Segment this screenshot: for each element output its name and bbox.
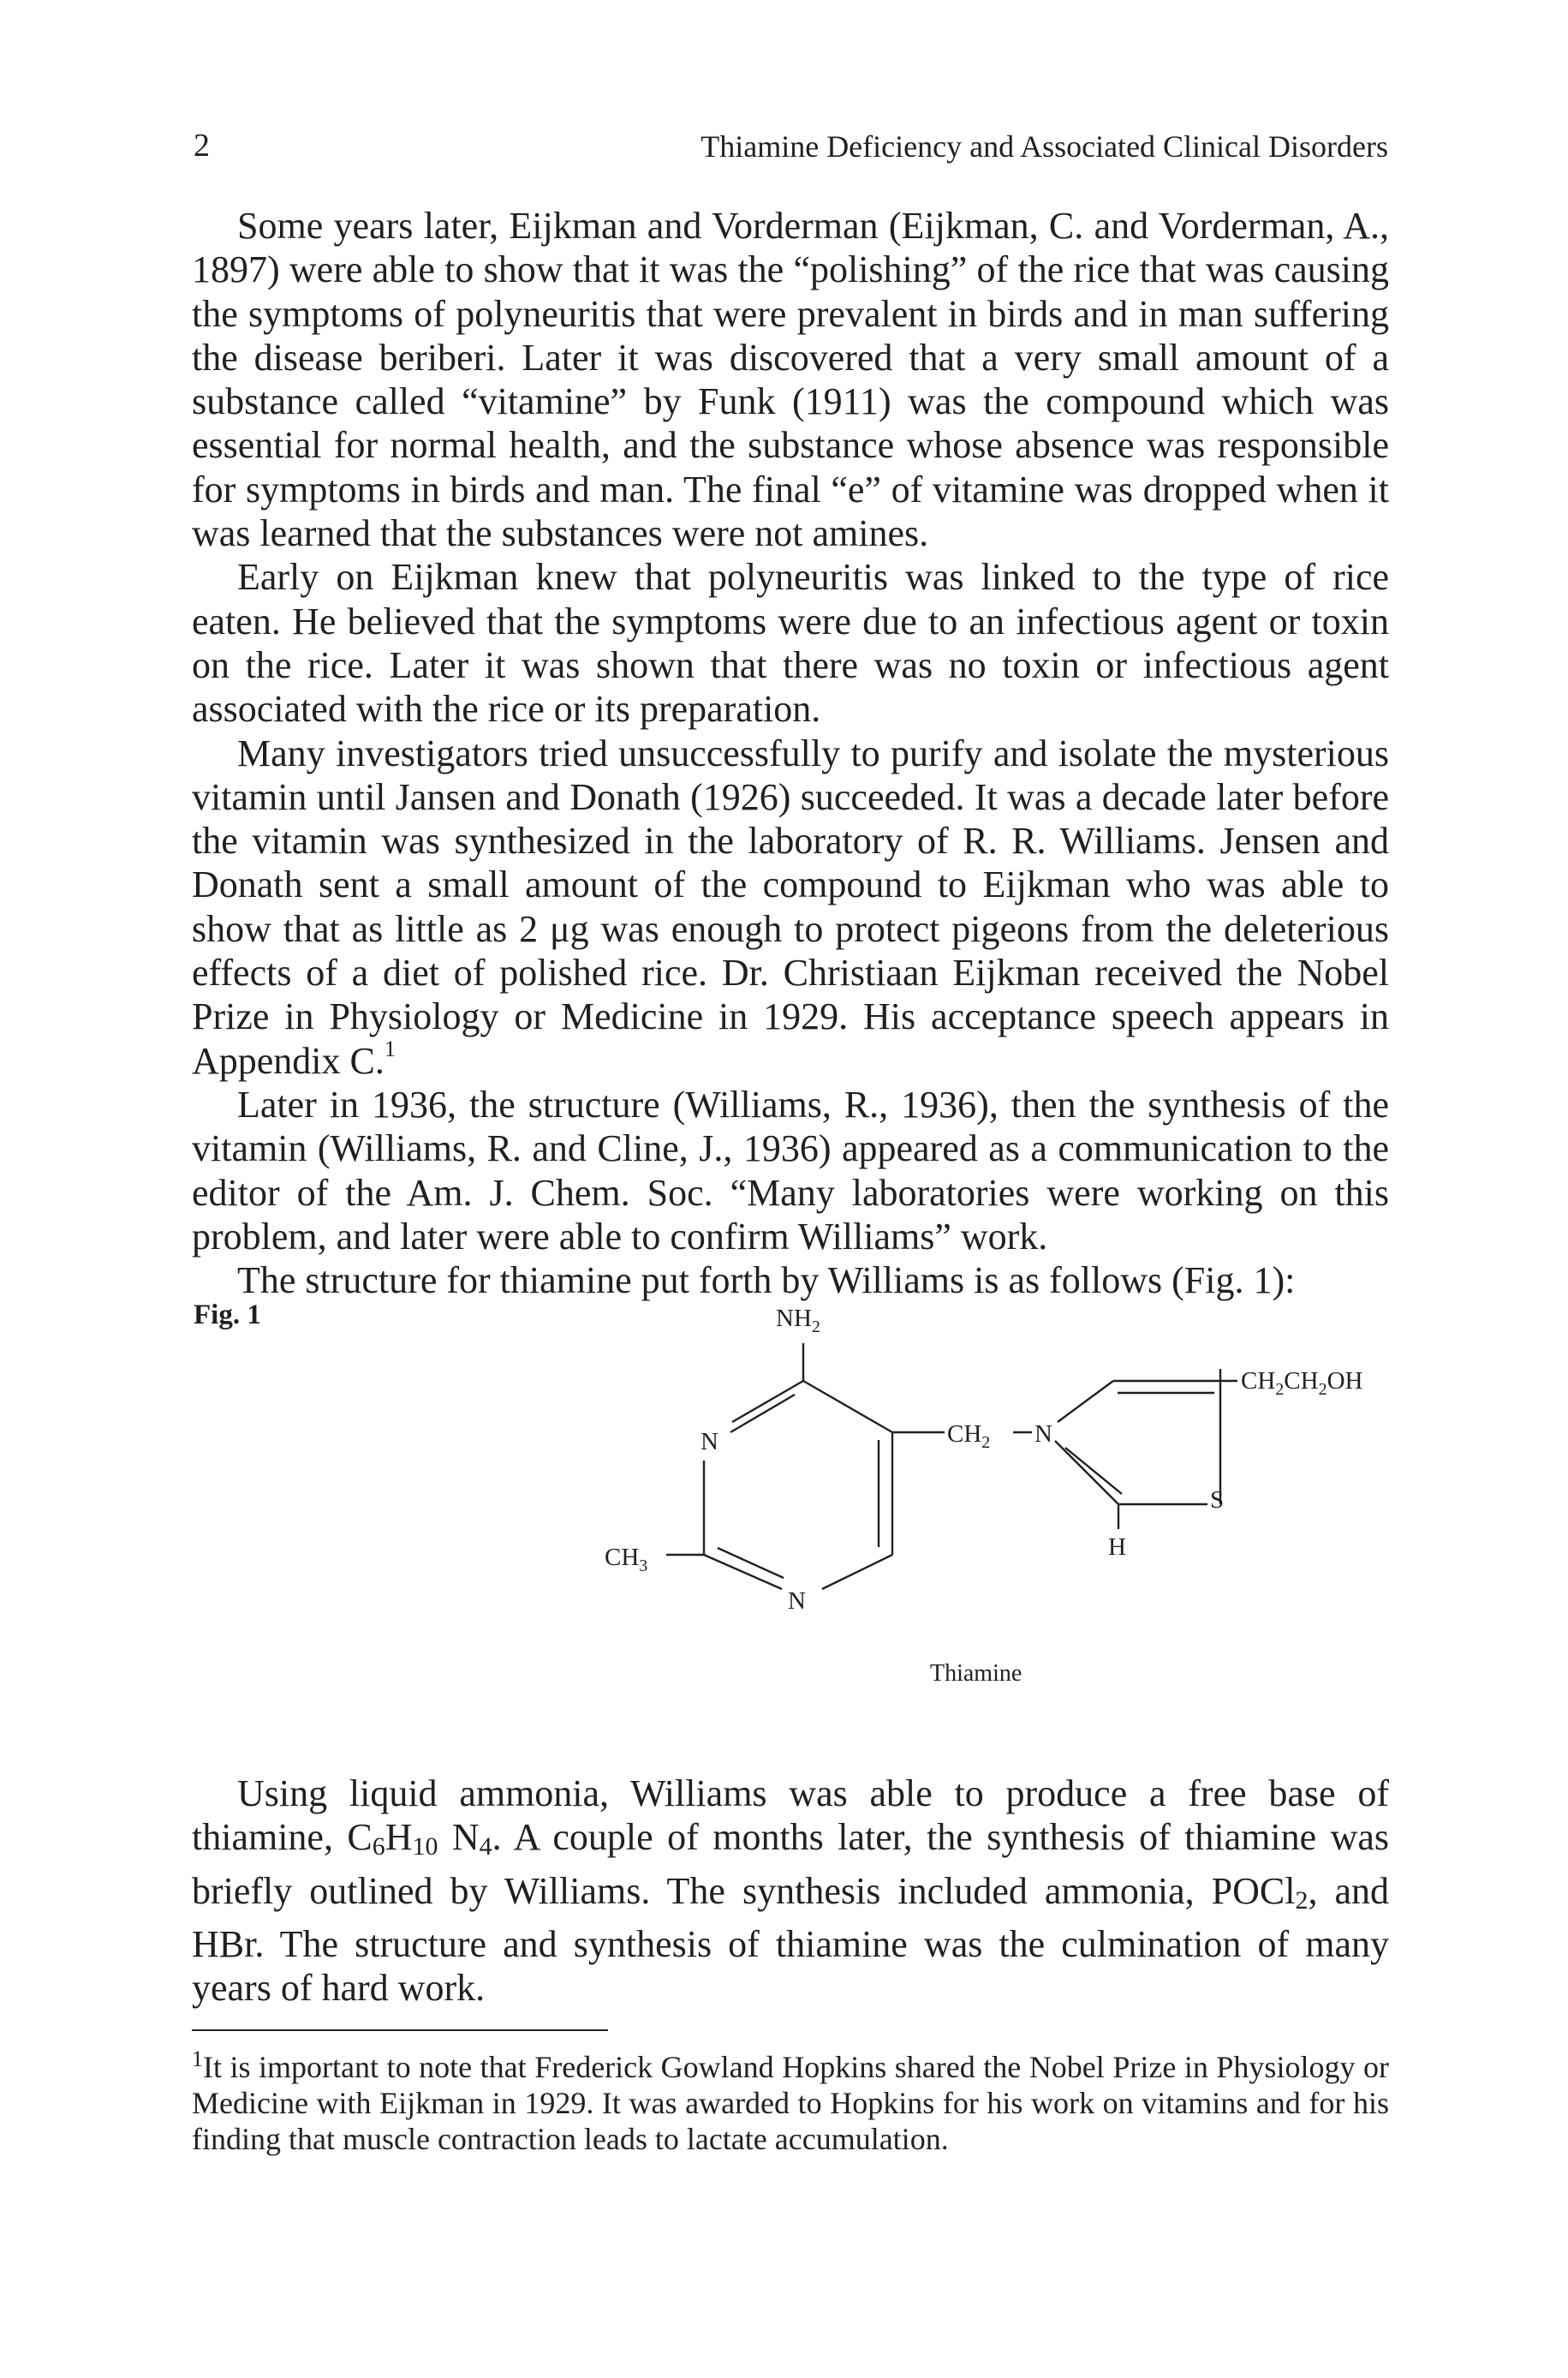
- page-number: 2: [194, 128, 210, 164]
- atom-n-top: N: [701, 1428, 718, 1455]
- paragraph: Later in 1936, the structure (Williams, R., 1936), then the synthesis of the vitamin (Williams, R. and Cline, J., 1936) appeared as a communication to the editor of the Am. J. Chem. Soc. “Many laboratories were working on this problem, and later were able to confirm Williams” work.: [192, 1083, 1389, 1258]
- text-run: , and HBr. The structure and synthesis of thiamine was the culmination of many years of hard work.: [192, 1869, 1389, 2010]
- figure-caption: Thiamine: [930, 1660, 1022, 1687]
- figure-label: Fig. 1: [194, 1300, 261, 1330]
- text-run: . A couple of months later, the synthesis of thiamine was briefly outlined by Williams. The synthesis included ammonia, POCl: [192, 1816, 1389, 1912]
- atom-labels: [605, 1305, 1363, 1687]
- atom-nh2: $NH_2$: [776, 1305, 820, 1336]
- paragraph: [192, 1772, 1389, 2010]
- text-run: H: [385, 1816, 413, 1859]
- footnote-divider: [192, 2029, 608, 2031]
- atom-ch2-link: $CH_2$: [947, 1420, 991, 1452]
- subscript: 4: [479, 1832, 492, 1861]
- subscript: 6: [372, 1832, 385, 1861]
- atom-n-bottom: N: [788, 1587, 806, 1615]
- side-chain-label: $CH_2CH_2OH$: [1241, 1367, 1363, 1399]
- subscript: 2: [1295, 1885, 1309, 1915]
- paragraph: Early on Eijkman knew that polyneuritis was linked to the type of rice eaten. He believed that the symptoms were due to an infectious agent or toxin on the rice. Later it was shown that there was no toxin or infectious agent associated with the rice or its preparation.: [192, 556, 1389, 731]
- footnote-text: It is important to note that Frederick Gowland Hopkins shared the Nobel Prize in Physiology or Medicine with Eijkman in 1929. It was awarded to Hopkins for his work on vitamins and for his finding that muscle contraction leads to lactate accumulation.: [192, 2050, 1389, 2156]
- atom-ch3: $CH_3$: [605, 1544, 648, 1575]
- atom-s: S: [1210, 1486, 1225, 1514]
- paragraph: The structure for thiamine put forth by Williams is as follows (Fig. 1):: [237, 1259, 1296, 1302]
- paragraph: Some years later, Eijkman and Vorderman (Eijkman, C. and Vorderman, A., 1897) were able to show that it was the “polishing” of the rice that was causing the symptoms of polyneuritis that were prevalent in birds and in man suffering the disease beriberi. Later it was discovered that a very small amount of a substance called “vitamine” by Funk (1911) was the compound which was essential for normal health, and the substance whose absence was responsible for symptoms in birds and man. The final “e” of vitamine was dropped when it was learned that the substances were not amines.: [192, 205, 1389, 555]
- text-run: Using liquid ammonia, Williams was able to produce a free base of thiamine, C: [192, 1772, 1389, 1859]
- footnote: [192, 2046, 1389, 2157]
- footnote-mark: 1: [192, 2046, 203, 2072]
- paragraph-text: Many investigators tried unsuccessfully to purify and isolate the mysterious vitamin until Jansen and Donath (1926) succeeded. It was a decade later before the vitamin was synthesized in the laboratory of R. R. Williams. Jensen and Donath sent a small amount of the compound to Eijkman who was able to show that as little as 2 μg was enough to protect pigeons from the deleterious effects of a diet of polished rice. Dr. Christiaan Eijkman received the Nobel Prize in Physiology or Medicine in 1929. His acceptance speech appears in Appendix C.: [192, 732, 1389, 1082]
- atom-h: H: [1108, 1533, 1126, 1561]
- bond-lines: [666, 1343, 1237, 1589]
- atom-n-thiazole: N: [1034, 1420, 1052, 1448]
- running-title: Thiamine Deficiency and Associated Clinical Disorders: [701, 129, 1388, 164]
- text-run: N: [438, 1816, 480, 1859]
- after-figure-text: [192, 1772, 1389, 2010]
- footnote-reference: 1: [384, 1035, 396, 1061]
- subscript: 10: [412, 1832, 438, 1861]
